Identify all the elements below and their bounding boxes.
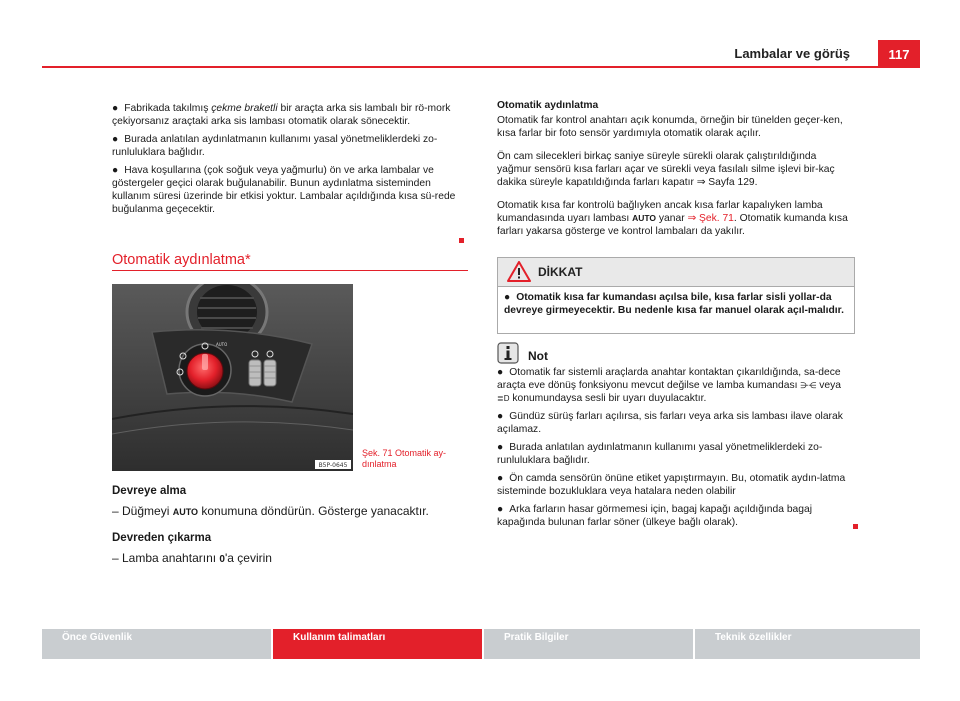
warning-text: ● Otomatik kısa far kumandası açılsa bile, kısa farlar sisli yollar-da devreye girmeyecektir. Bu nedenle kısa far manuel olarak açıl-malıdır. bbox=[504, 292, 844, 316]
section-title: Otomatik aydınlatma* bbox=[112, 252, 251, 268]
step-text: – Lamba anahtarını bbox=[112, 551, 220, 565]
note-text: Otomatik far sistemli araçlarda anahtar kontaktan çıkarıldığında, sa-dece araçta eve dönüş fonksiyonu mevcut değilse ve lamba kumandası bbox=[497, 367, 841, 391]
step-text: – Düğmeyi bbox=[112, 504, 173, 518]
section-divider bbox=[112, 270, 468, 271]
warning-body-text: Otomatik kısa far kumandası açılsa bile, kısa farlar sisli yollar-da devreye girmeyecektir. Bu nedenle kısa far manuel olarak açıl-malıdır. bbox=[504, 292, 844, 316]
note-item: ● Gündüz sürüş farları açılırsa, sis farları veya arka sis lambası ilave olarak açılamaz. bbox=[497, 411, 843, 435]
figure-reference-link[interactable]: ⇒ Şek. 71 bbox=[687, 213, 734, 224]
heading-deactivate: Devreden çıkarma bbox=[112, 532, 212, 544]
note-text: veya bbox=[816, 380, 841, 391]
knob-auto-label: AUTO bbox=[216, 342, 228, 347]
note-item: ● Otomatik far sistemli araçlarda anahtar kontaktan çıkarıldığında, sa-dece araçta eve dönüş fonksiyonu mevcut değilse ve lamba kumandası ⋺⋲ veya ≣D konumundaysa sesli bir uyarı duyulacaktır. bbox=[497, 367, 841, 404]
step-activate bbox=[112, 504, 468, 518]
left-column-bullets bbox=[112, 102, 468, 221]
footer-tab-safety[interactable]: Önce Güvenlik bbox=[42, 629, 271, 659]
warning-title: DİKKAT bbox=[538, 265, 583, 279]
note-title: Not bbox=[528, 349, 548, 363]
light-switch-figure bbox=[112, 284, 353, 471]
section-end-marker bbox=[853, 516, 858, 534]
heading-activate: Devreye alma bbox=[112, 485, 187, 497]
bullet-text: Fabrikada takılmış bbox=[124, 103, 212, 114]
paragraph-text: Ön cam silecekleri birkaç saniye süreyle sürekli olarak çalıştırıldığında yağmur sensörü kısa farları açar ve sürekli veya fasılalı silme işlevi bir-kaç dakika süreyle kapatıldığında farları kapatır bbox=[497, 151, 835, 188]
light-switch-illustration bbox=[112, 284, 353, 471]
paragraph-text: yanar bbox=[656, 213, 688, 224]
note-text: Burada anlatılan aydınlatmanın kullanımı yasal yönetmeliklerdeki zo-runluluklara bağlıdır. bbox=[497, 442, 823, 466]
right-title: Otomatik aydınlatma bbox=[497, 100, 599, 111]
auto-symbol-icon: AUTO bbox=[632, 213, 657, 223]
bullet-item: ● Hava koşullarına (çok soğuk veya yağmurlu) ön ve arka lambalar ve göstergeler geçici olarak buğulanabilir. Bunun aydınlatma sisteminden kullanım süresi üzerinde bir etkisi yoktur. Lambalar açıldığında kısa sü-rede buğulanma geçecektir. bbox=[112, 165, 456, 215]
paragraph bbox=[497, 199, 853, 238]
paragraph-text: Otomatik kısa far kontrolü bağlıyken ancak kısa farlar kapalıyken lamba kumandasında uyarı lambası bbox=[497, 200, 823, 224]
parking-light-icon: ⋺⋲ bbox=[800, 381, 817, 390]
note-text: konumundaysa sesli bir uyarı duyulacaktır. bbox=[509, 393, 707, 404]
auto-symbol-icon: AUTO bbox=[172, 507, 199, 517]
bullet-text: Hava koşullarına (çok soğuk veya yağmurlu) ön ve arka lambalar ve göstergeler geçici olarak buğulanabilir. Bunun aydınlatma sisteminden kullanım süresi üzerinde bir etkisi yoktur. Lambalar açıldığında kısa sü-rede buğulanma geçecektir. bbox=[112, 165, 456, 215]
low-beam-icon: ≣D bbox=[497, 394, 510, 403]
note-header bbox=[497, 342, 577, 364]
step-text: konumuna döndürün. Gösterge yanacaktır. bbox=[198, 504, 429, 518]
instructions bbox=[112, 485, 468, 565]
section-end-marker bbox=[459, 230, 464, 248]
light-off-symbol-icon: 0 bbox=[219, 554, 225, 565]
page-header-title: Lambalar ve görüş bbox=[734, 46, 850, 61]
paragraph-text: . Otomatik kumanda kısa farları yakarsa gösterge ve kontrol lambaları da yakılır. bbox=[497, 213, 848, 237]
footer-tab-operation[interactable]: Kullanım talimatları bbox=[273, 629, 482, 659]
right-column bbox=[497, 99, 853, 243]
bullet-item: ● Fabrikada takılmış çekme braketli bir araçta arka sis lambalı bir rö-mork çekiyorsanız araçtaki arka sis lambası otomatik olarak sönecektir. bbox=[112, 103, 451, 127]
bullet-item: ● Burada anlatılan aydınlatmanın kullanımı yasal yönetmeliklerdeki zo-runluluklara bağlıdır. bbox=[112, 134, 438, 158]
paragraph: Otomatik far kontrol anahtarı açık konumda, örneğin bir tünelden geçer-ken, kısa farlar bir foto sensör yardımıyla otomatik olarak açılır. bbox=[497, 115, 843, 139]
footer-tab-practical[interactable]: Pratik Bilgiler bbox=[484, 629, 693, 659]
note-info-icon bbox=[497, 342, 519, 364]
step-deactivate bbox=[112, 551, 468, 565]
note-item: ● Arka farların hasar görmemesi için, bagaj kapağı açıldığında bagaj kapağında bulunan farlar söner (ülkeye bağlı olarak). bbox=[497, 504, 813, 528]
step-text: 'a çevirin bbox=[224, 551, 272, 565]
figure-caption: Şek. 71 Otomatik ay-dınlatma bbox=[362, 448, 447, 469]
note-item: ● Ön camda sensörün önüne etiket yapıştırmayın. Bu, otomatik aydın-latma sisteminde bozukluklara veya hatalara neden olabilir bbox=[497, 473, 846, 497]
bullet-text: Burada anlatılan aydınlatmanın kullanımı yasal yönetmeliklerdeki zo-runluluklara bağlıdır. bbox=[112, 134, 438, 158]
notes-list bbox=[497, 366, 853, 534]
warning-triangle-icon bbox=[507, 261, 531, 282]
bullet-text: bir araçta arka sis lambalı bir rö-mork çekiyorsanız araçtaki arka sis lambası otomatik olarak sönecektir. bbox=[112, 103, 451, 127]
warning-header bbox=[498, 258, 854, 287]
footer-tab-technical[interactable]: Teknik özellikler bbox=[695, 629, 920, 659]
arrow-icon: ⇒ bbox=[696, 177, 706, 188]
header-divider bbox=[42, 66, 920, 68]
warning-box bbox=[497, 257, 855, 334]
note-text: Arka farların hasar görmemesi için, bagaj kapağı açıldığında bagaj kapağında bulunan farlar söner (ülkeye bağlı olarak). bbox=[497, 504, 813, 528]
page-number: 117 bbox=[878, 40, 920, 66]
page-reference-link[interactable]: Sayfa 129. bbox=[708, 177, 758, 188]
paragraph bbox=[497, 150, 853, 189]
note-text: Ön camda sensörün önüne etiket yapıştırmayın. Bu, otomatik aydın-latma sisteminde bozukluklara veya hatalara neden olabilir bbox=[497, 473, 846, 497]
note-item: ● Burada anlatılan aydınlatmanın kullanımı yasal yönetmeliklerdeki zo-runluluklara bağlıdır. bbox=[497, 442, 823, 466]
figure-code: B5P-0645 bbox=[318, 462, 348, 469]
note-text: Gündüz sürüş farları açılırsa, sis farları veya arka sis lambası ilave olarak açılamaz. bbox=[497, 411, 843, 435]
bullet-italic: çekme braketli bbox=[211, 103, 278, 114]
